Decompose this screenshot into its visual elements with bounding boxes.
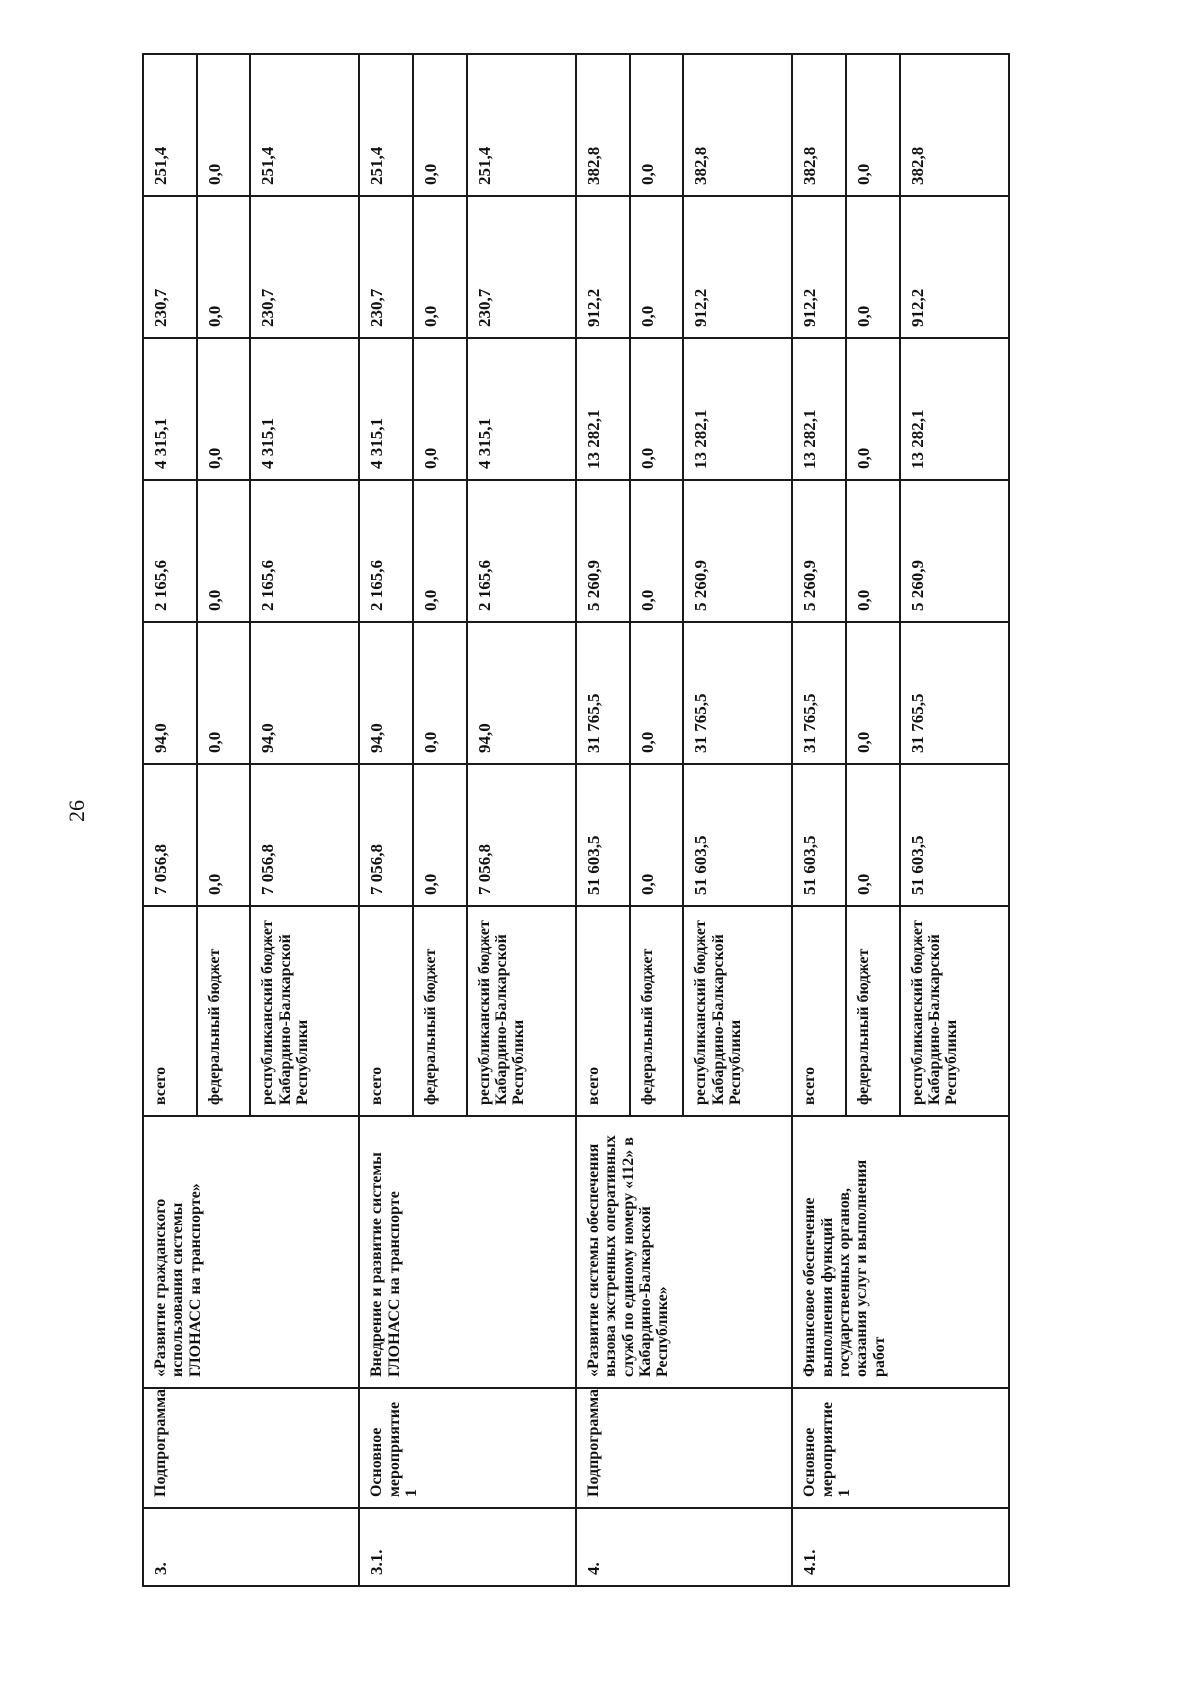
amount-cell: 31 765,5 [683, 622, 792, 764]
amount-cell: 7 056,8 [250, 764, 359, 906]
amount-cell: 230,7 [250, 196, 359, 338]
funding-source: федеральный бюджет [846, 906, 900, 1116]
amount-cell: 0,0 [630, 764, 684, 906]
amount-cell: 0,0 [846, 54, 900, 196]
table-row [792, 54, 846, 1586]
funding-source: республиканский бюджет Кабардино-Балкарской Республики [900, 906, 1009, 1116]
amount-cell: 5 260,9 [576, 480, 630, 622]
page-number: 26 [64, 800, 89, 822]
amount-cell: 0,0 [413, 764, 467, 906]
amount-cell: 7 056,8 [467, 764, 576, 906]
amount-cell: 0,0 [630, 54, 684, 196]
amount-cell: 0,0 [197, 480, 251, 622]
amount-cell: 382,8 [576, 54, 630, 196]
amount-cell: 251,4 [467, 54, 576, 196]
amount-cell: 912,2 [792, 196, 846, 338]
amount-cell: 94,0 [359, 622, 413, 764]
program-type: Подпрограмма [143, 1388, 359, 1508]
amount-cell: 0,0 [846, 622, 900, 764]
funding-source: республиканский бюджет Кабардино-Балкарской Республики [467, 906, 576, 1116]
amount-cell: 5 260,9 [792, 480, 846, 622]
program-name: Финансовое обеспечение выполнения функций государственных органов, оказания услуг и выполнения работ [792, 1116, 1009, 1388]
amount-cell: 251,4 [359, 54, 413, 196]
amount-cell: 0,0 [197, 622, 251, 764]
amount-cell: 230,7 [467, 196, 576, 338]
amount-cell: 0,0 [630, 622, 684, 764]
budget-table-sheet [142, 55, 1010, 1587]
amount-cell: 5 260,9 [683, 480, 792, 622]
program-type: Основное мероприятие 1 [359, 1388, 575, 1508]
row-index: 4.1. [792, 1508, 1009, 1586]
amount-cell: 0,0 [630, 196, 684, 338]
amount-cell: 2 165,6 [467, 480, 576, 622]
amount-cell: 0,0 [197, 338, 251, 480]
amount-cell: 912,2 [900, 196, 1009, 338]
funding-source: федеральный бюджет [630, 906, 684, 1116]
budget-table-body [143, 54, 1009, 1586]
table-row [143, 54, 197, 1586]
funding-source: всего [576, 906, 630, 1116]
amount-cell: 31 765,5 [900, 622, 1009, 764]
amount-cell: 0,0 [197, 764, 251, 906]
amount-cell: 13 282,1 [792, 338, 846, 480]
amount-cell: 0,0 [846, 480, 900, 622]
amount-cell: 0,0 [846, 764, 900, 906]
amount-cell: 7 056,8 [359, 764, 413, 906]
amount-cell: 4 315,1 [143, 338, 197, 480]
amount-cell: 0,0 [630, 338, 684, 480]
funding-source: всего [792, 906, 846, 1116]
program-name: Внедрение и развитие системы ГЛОНАСС на транспорте [359, 1116, 575, 1388]
amount-cell: 4 315,1 [250, 338, 359, 480]
amount-cell: 2 165,6 [143, 480, 197, 622]
amount-cell: 7 056,8 [143, 764, 197, 906]
amount-cell: 251,4 [250, 54, 359, 196]
funding-source: федеральный бюджет [413, 906, 467, 1116]
amount-cell: 51 603,5 [683, 764, 792, 906]
amount-cell: 382,8 [900, 54, 1009, 196]
amount-cell: 382,8 [792, 54, 846, 196]
amount-cell: 251,4 [143, 54, 197, 196]
amount-cell: 382,8 [683, 54, 792, 196]
amount-cell: 2 165,6 [359, 480, 413, 622]
amount-cell: 13 282,1 [900, 338, 1009, 480]
amount-cell: 4 315,1 [467, 338, 576, 480]
amount-cell: 0,0 [846, 196, 900, 338]
amount-cell: 0,0 [413, 480, 467, 622]
amount-cell: 51 603,5 [792, 764, 846, 906]
amount-cell: 51 603,5 [576, 764, 630, 906]
program-name: «Развитие гражданского использования системы ГЛОНАСС на транспорте» [143, 1116, 359, 1388]
table-row [576, 54, 630, 1586]
amount-cell: 0,0 [413, 338, 467, 480]
amount-cell: 31 765,5 [792, 622, 846, 764]
amount-cell: 0,0 [197, 54, 251, 196]
funding-source: всего [143, 906, 197, 1116]
funding-source: республиканский бюджет Кабардино-Балкарской Республики [250, 906, 359, 1116]
amount-cell: 13 282,1 [683, 338, 792, 480]
amount-cell: 912,2 [683, 196, 792, 338]
amount-cell: 0,0 [413, 196, 467, 338]
amount-cell: 13 282,1 [576, 338, 630, 480]
amount-cell: 230,7 [359, 196, 413, 338]
funding-source: федеральный бюджет [197, 906, 251, 1116]
funding-source: республиканский бюджет Кабардино-Балкарской Республики [683, 906, 792, 1116]
row-index: 4. [576, 1508, 792, 1586]
amount-cell: 0,0 [413, 54, 467, 196]
amount-cell: 94,0 [250, 622, 359, 764]
amount-cell: 94,0 [143, 622, 197, 764]
program-name: «Развитие системы обеспечения вызова экстренных оперативных служб по единому номеру «112» в Кабардино-Балкарской Республике» [576, 1116, 792, 1388]
amount-cell: 0,0 [846, 338, 900, 480]
budget-table [142, 53, 1010, 1587]
amount-cell: 912,2 [576, 196, 630, 338]
amount-cell: 4 315,1 [359, 338, 413, 480]
amount-cell: 51 603,5 [900, 764, 1009, 906]
amount-cell: 2 165,6 [250, 480, 359, 622]
table-row [359, 54, 413, 1586]
amount-cell: 0,0 [630, 480, 684, 622]
program-type: Подпрограмма [576, 1388, 792, 1508]
amount-cell: 0,0 [413, 622, 467, 764]
amount-cell: 230,7 [143, 196, 197, 338]
row-index: 3. [143, 1508, 359, 1586]
amount-cell: 0,0 [197, 196, 251, 338]
amount-cell: 31 765,5 [576, 622, 630, 764]
amount-cell: 94,0 [467, 622, 576, 764]
amount-cell: 5 260,9 [900, 480, 1009, 622]
funding-source: всего [359, 906, 413, 1116]
program-type: Основное мероприятие 1 [792, 1388, 1009, 1508]
row-index: 3.1. [359, 1508, 575, 1586]
